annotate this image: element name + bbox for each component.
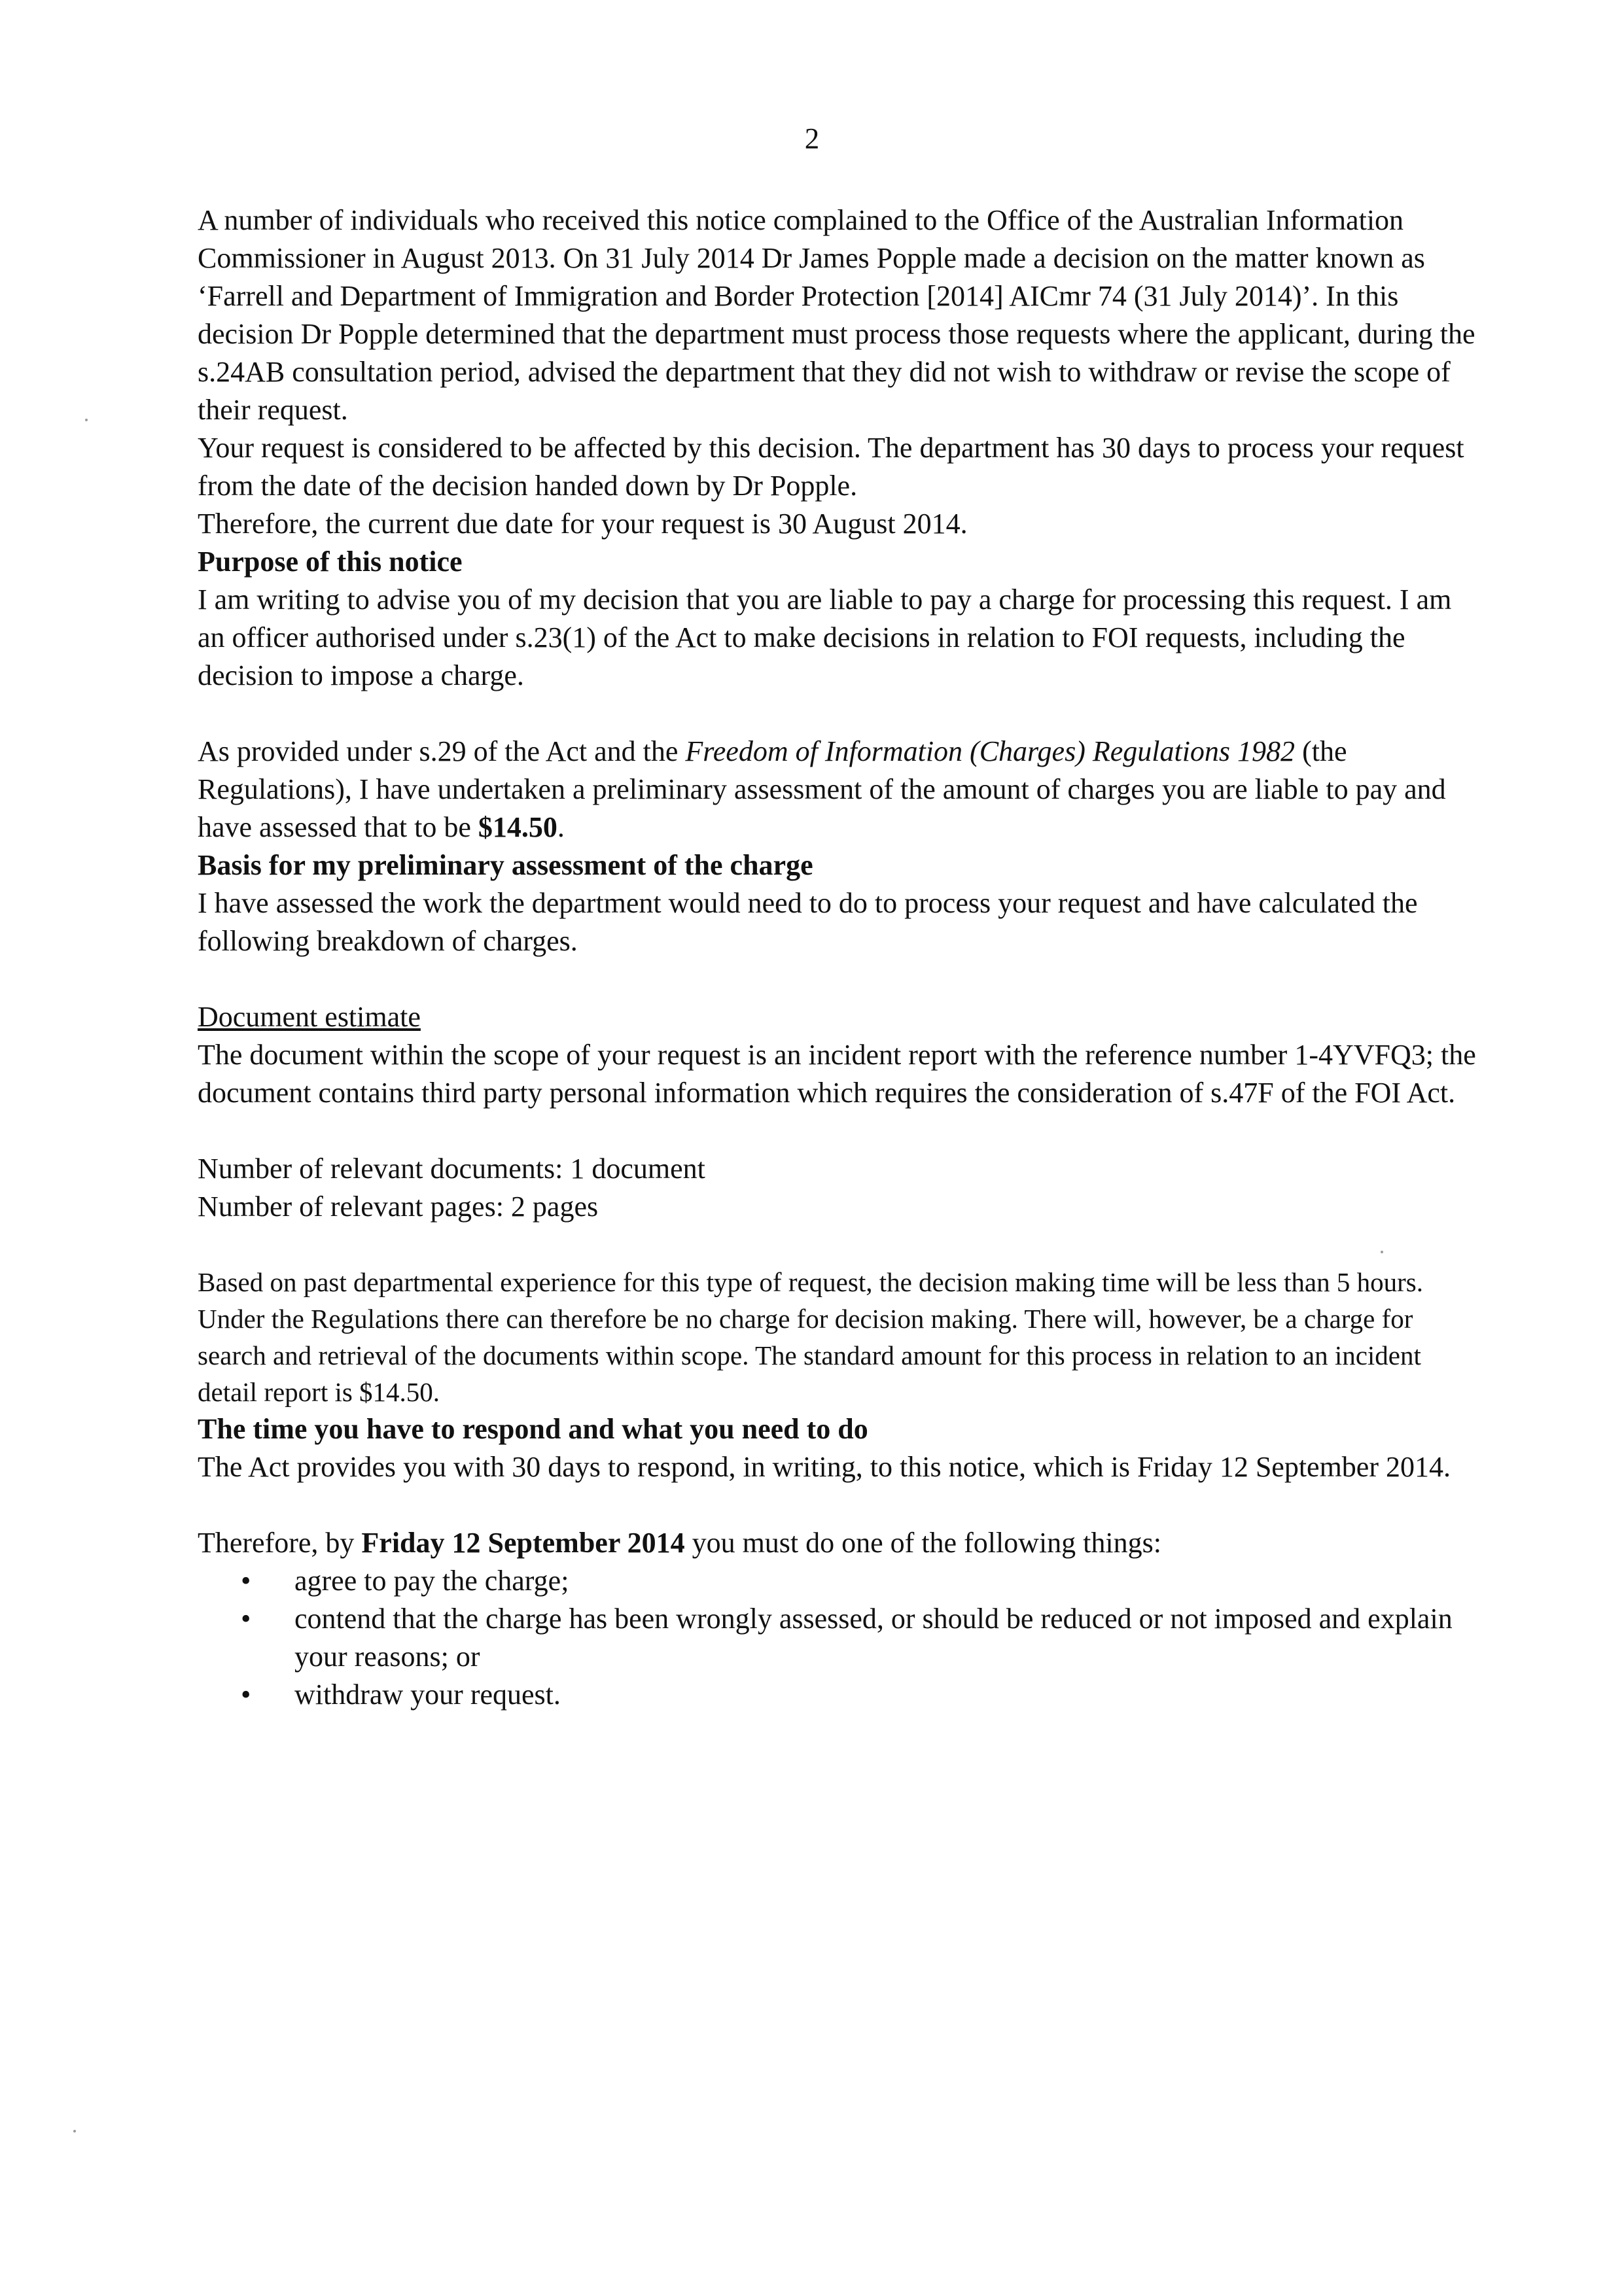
page-number: 2 xyxy=(804,122,820,155)
paragraph-document-estimate: The document within the scope of your request is an incident report with the reference number 1-4YVFQ3; the document contains third party personal information which requires the consideration of s.47F of the FOI Act. xyxy=(198,1039,1476,1109)
regulations-title: Freedom of Information (Charges) Regulations 1982 xyxy=(685,735,1296,767)
option-text: withdraw your request. xyxy=(294,1679,561,1711)
paragraph-therefore xyxy=(198,1524,1480,1562)
paragraph-past-experience: Based on past departmental experience for this type of request, the decision making time will be less than 5 hours. Under the Regulations there can therefore be no charge for decision making. There will, however, be a charge for search and retrieval of the documents within scope. The standard amount for this process in relation to an incident detail report is $14.50. xyxy=(198,1267,1423,1407)
paragraph-purpose: I am writing to advise you of my decision that you are liable to pay a charge for processing this request. I am an officer authorised under s.23(1) of the Act to make decisions in relation to FOI requests, including the decision to impose a charge. xyxy=(198,583,1452,691)
response-deadline: Friday 12 September 2014 xyxy=(361,1527,685,1559)
section-document-estimate xyxy=(198,998,1480,1112)
bullet-icon: • xyxy=(241,1565,251,1597)
section-purpose xyxy=(198,543,1480,695)
section-counts xyxy=(198,1150,1480,1226)
paragraph-respond: The Act provides you with 30 days to respond, in writing, to this notice, which is Friday 12 September 2014. xyxy=(198,1451,1451,1483)
bullet-icon: • xyxy=(241,1679,251,1711)
assessment-middle: (the Regulations), I have undertaken a preliminary assessment of the amount of charges you are liable to pay and have assessed that to be xyxy=(198,735,1446,843)
letter-body xyxy=(198,201,1480,1714)
section-respond xyxy=(198,1410,1480,1486)
scan-speck xyxy=(73,2130,76,2132)
response-options-list xyxy=(198,1562,1480,1714)
scan-speck xyxy=(1381,1251,1383,1253)
list-item xyxy=(241,1562,1480,1600)
paragraph-assessment xyxy=(198,733,1480,846)
heading-document-estimate: Document estimate xyxy=(198,1001,421,1033)
therefore-prefix: Therefore, by xyxy=(198,1527,362,1559)
paragraph-decision-background: A number of individuals who received this notice complained to the Office of the Australian Information Commissioner in August 2013. On 31 July 2014 Dr James Popple made a decision on the matter known as ‘Farrell and Department of Immigration and Border Protection [2014] AICmr 74 (31 July 2014)’. In this decision Dr Popple determined that the department must process those requests where the applicant, during the s.24AB consultation period, advised the department that they did not wish to withdraw or revise the scope of their request. xyxy=(198,204,1475,426)
bullet-icon: • xyxy=(241,1603,251,1635)
therefore-suffix: you must do one of the following things: xyxy=(684,1527,1161,1559)
list-item xyxy=(241,1600,1480,1676)
paragraph-due-date: Therefore, the current due date for your request is 30 August 2014. xyxy=(198,508,968,540)
relevant-pages-count: Number of relevant pages: 2 pages xyxy=(198,1191,599,1223)
paragraph-request-affected: Your request is considered to be affected by this decision. The department has 30 days to process your request from the date of the decision handed down by Dr Popple. xyxy=(198,432,1464,502)
assessment-suffix: . xyxy=(557,811,565,843)
scan-speck xyxy=(85,419,88,421)
list-item xyxy=(241,1676,1480,1714)
option-text: contend that the charge has been wrongly assessed, or should be reduced or not imposed and explain your reasons; or xyxy=(294,1603,1453,1673)
section-basis xyxy=(198,846,1480,960)
assessment-prefix: As provided under s.29 of the Act and the xyxy=(198,735,686,767)
relevant-documents-count: Number of relevant documents: 1 document xyxy=(198,1153,705,1185)
heading-purpose: Purpose of this notice xyxy=(198,546,463,578)
option-text: agree to pay the charge; xyxy=(294,1565,569,1597)
heading-basis: Basis for my preliminary assessment of the charge xyxy=(198,849,813,881)
heading-respond: The time you have to respond and what you need to do xyxy=(198,1413,868,1445)
assessed-amount: $14.50 xyxy=(478,811,557,843)
paragraph-basis: I have assessed the work the department would need to do to process your request and have calculated the following breakdown of charges. xyxy=(198,887,1418,957)
